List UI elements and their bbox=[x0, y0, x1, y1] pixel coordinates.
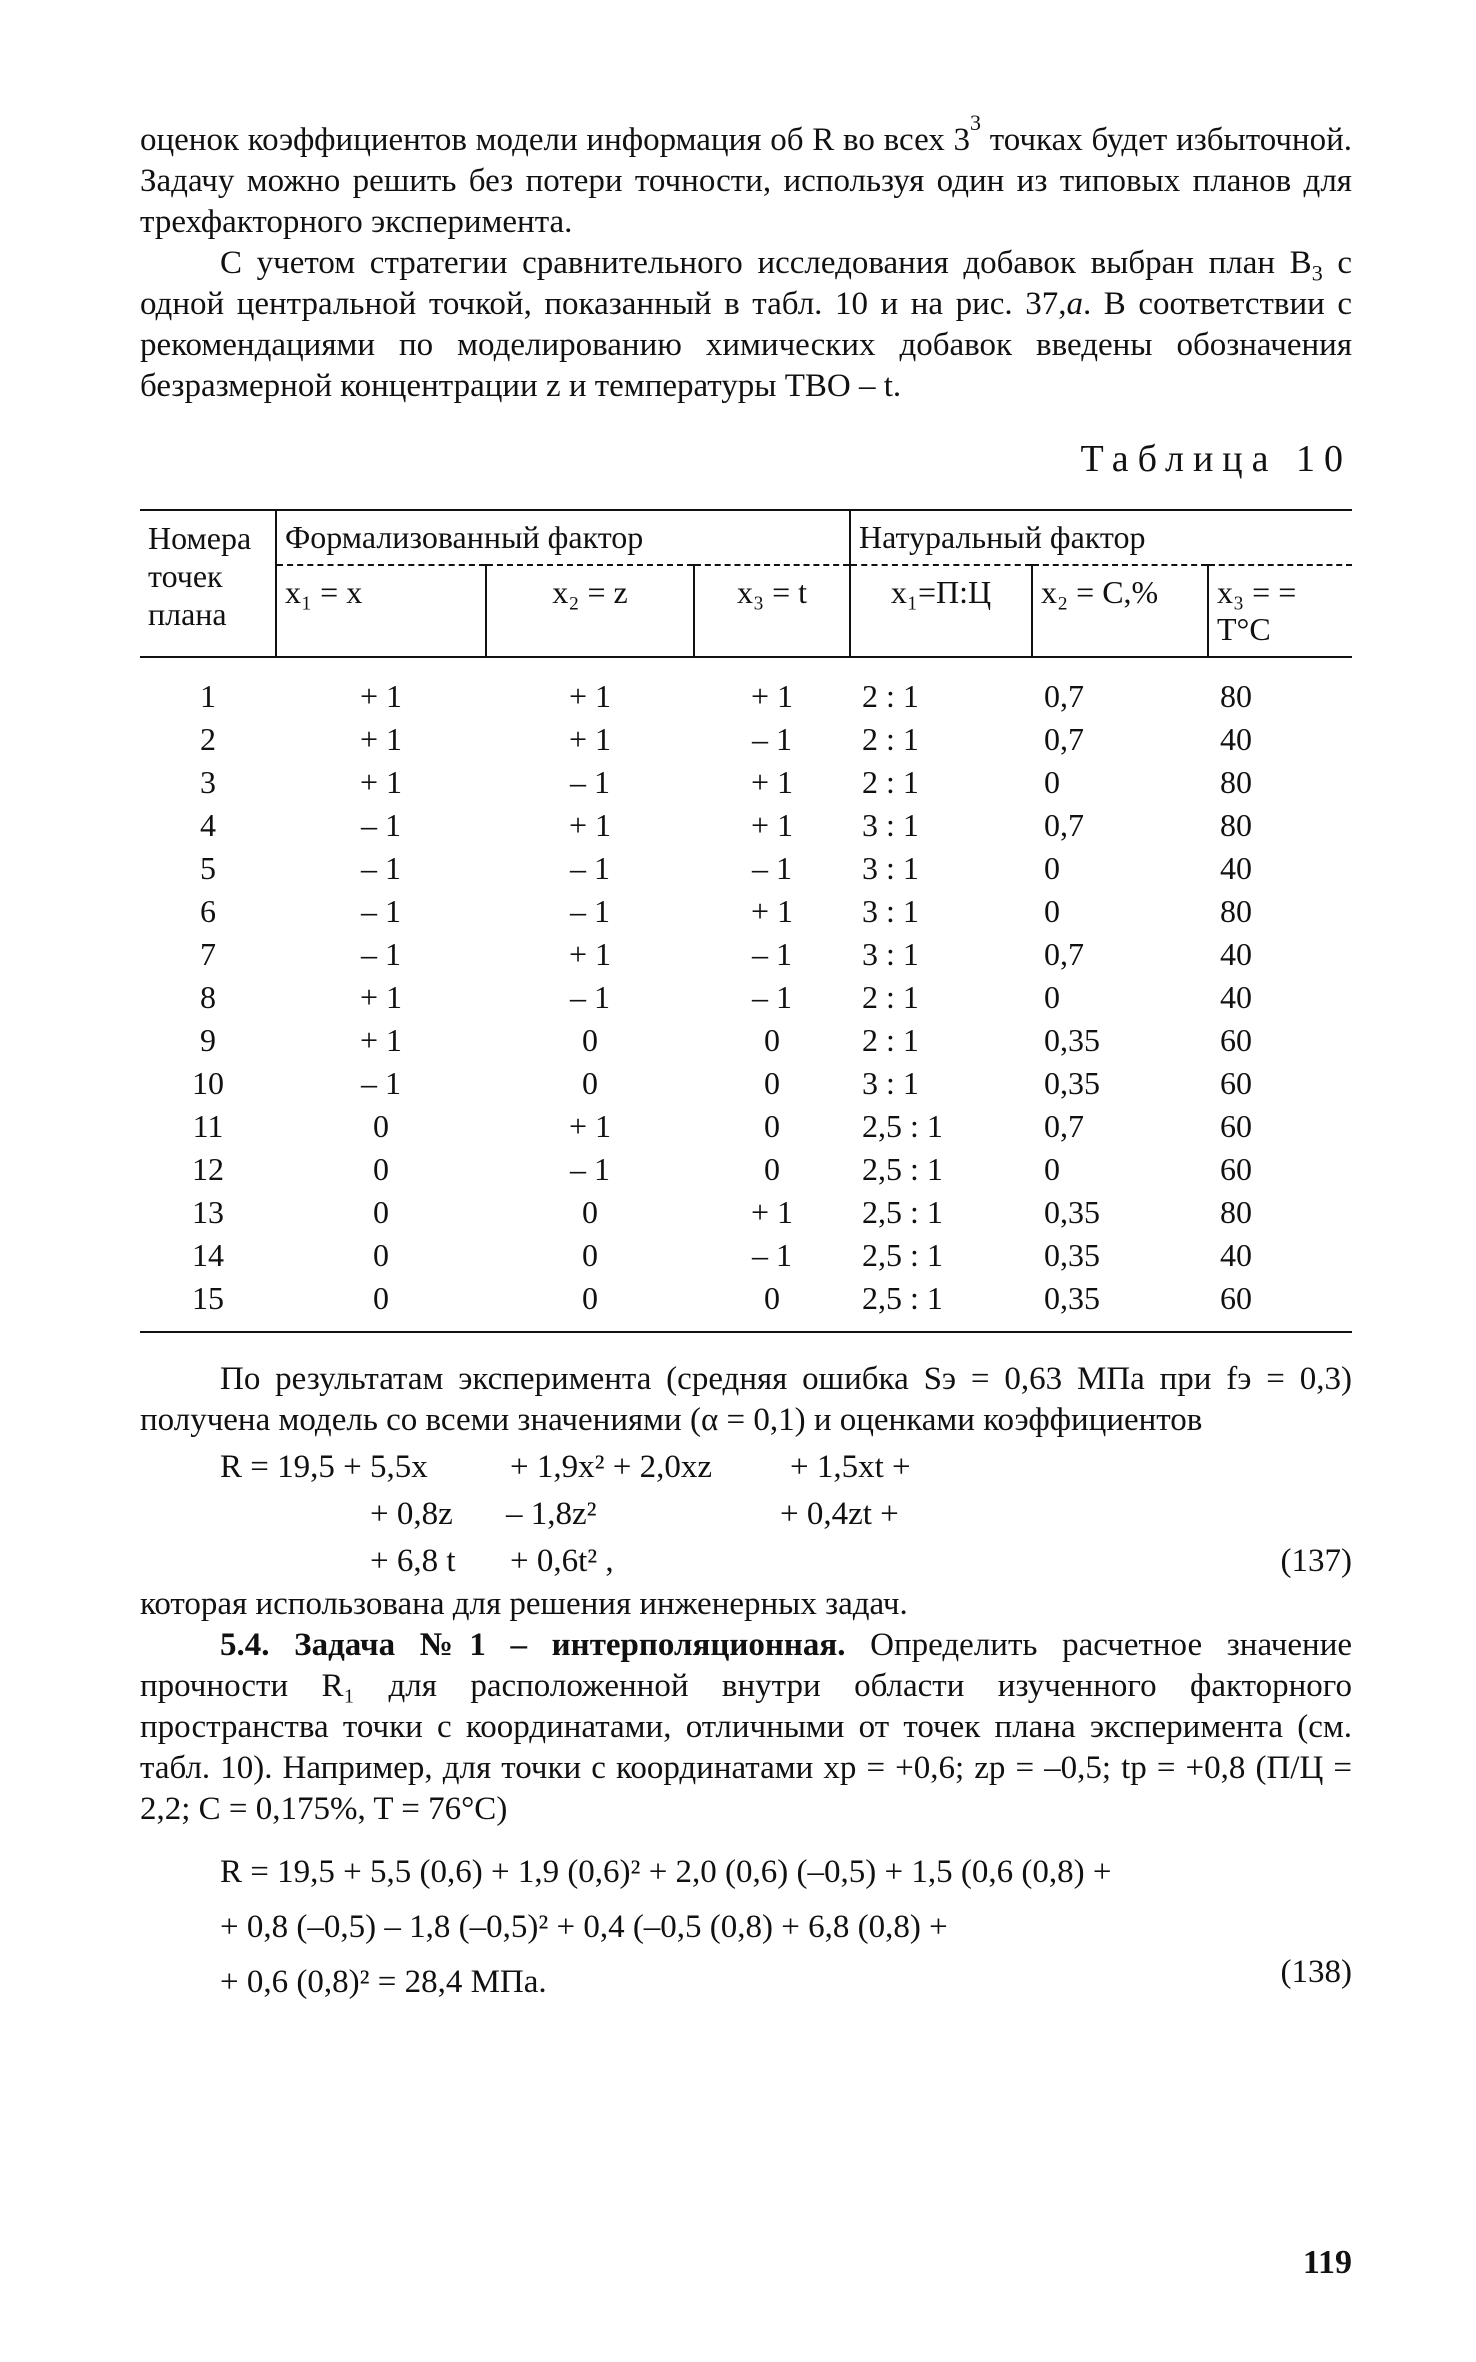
table-row bbox=[140, 804, 1352, 847]
eq138-line-2 bbox=[140, 1907, 1352, 1948]
table-cell: 60 bbox=[1220, 1280, 1252, 1316]
table-cell: 0,7 bbox=[1044, 936, 1084, 972]
table-cell: 8 bbox=[200, 979, 216, 1015]
table-cell: 0 bbox=[582, 1065, 598, 1101]
eq137-l2a: + 0,8z bbox=[370, 1496, 453, 1532]
table-cell: – 1 bbox=[570, 979, 610, 1015]
paragraph-2-part-a: С учетом стратегии сравнительного исследования добавок выбран план B bbox=[220, 245, 1312, 281]
table-cell: 0 bbox=[582, 1280, 598, 1316]
eq137-line-1 bbox=[140, 1447, 1352, 1488]
table-cell: 0 bbox=[1044, 850, 1060, 886]
task-paragraph bbox=[140, 1625, 1352, 1830]
table-cell: 3 bbox=[200, 764, 216, 800]
header-n1: x₁=П:Ц bbox=[850, 565, 1032, 657]
table-cell: 0 bbox=[582, 1194, 598, 1230]
table-cell: 0,7 bbox=[1044, 807, 1084, 843]
table-cell: + 1 bbox=[750, 807, 794, 843]
table-cell: 2,5 : 1 bbox=[862, 1194, 943, 1230]
table-cell: 0,35 bbox=[1044, 1022, 1100, 1058]
table-cell: + 1 bbox=[359, 764, 403, 800]
table-row bbox=[140, 657, 1352, 718]
table-cell: – 1 bbox=[361, 807, 401, 843]
table-cell: 40 bbox=[1220, 979, 1252, 1015]
table-cell: + 1 bbox=[750, 893, 794, 929]
table-row bbox=[140, 1191, 1352, 1234]
table-cell: 10 bbox=[192, 1065, 224, 1101]
eq137-l2c: + 0,4zt + bbox=[780, 1496, 899, 1532]
table-cell: – 1 bbox=[570, 1151, 610, 1187]
table-cell: + 1 bbox=[568, 807, 612, 843]
table-cell: 2 : 1 bbox=[862, 764, 919, 800]
header-x2: x₂ = z bbox=[486, 565, 694, 657]
header-n3: x₃ = = T°C bbox=[1208, 565, 1352, 657]
table-cell: 0 bbox=[1044, 1151, 1060, 1187]
paragraph-1 bbox=[140, 110, 1353, 243]
table-cell: 80 bbox=[1220, 893, 1252, 929]
eq138-line-3 bbox=[140, 1954, 1352, 2003]
table-cell: 2,5 : 1 bbox=[862, 1151, 943, 1187]
table-cell: 2,5 : 1 bbox=[862, 1237, 943, 1273]
eq137-l1b: + 1,9x² + 2,0xz bbox=[510, 1449, 713, 1485]
table-cell: 40 bbox=[1220, 1237, 1252, 1273]
table-cell: – 1 bbox=[752, 979, 792, 1015]
table-cell: – 1 bbox=[752, 721, 792, 757]
table-cell: 2,5 : 1 bbox=[862, 1280, 943, 1316]
table-cell: 0 bbox=[373, 1108, 389, 1144]
table-row bbox=[140, 1062, 1352, 1105]
paragraph-1-superscript: 3 bbox=[970, 110, 982, 136]
table-cell: + 1 bbox=[750, 1194, 794, 1230]
table-cell: + 1 bbox=[359, 721, 403, 757]
plan-table bbox=[140, 509, 1352, 1333]
table-cell: 0,35 bbox=[1044, 1280, 1100, 1316]
eq137-l3a: + 6,8 t bbox=[370, 1543, 456, 1579]
paragraph-3: По результатам эксперимента (средняя ошибка Sэ = 0,63 МПа при fэ = 0,3) получена модель со всеми значениями (α = 0,1) и оценками коэффициентов bbox=[140, 1361, 1352, 1438]
paragraph-2-subscript: 3 bbox=[1311, 260, 1323, 286]
table-row bbox=[140, 1277, 1352, 1332]
table-cell: 0,35 bbox=[1044, 1065, 1100, 1101]
equation-137 bbox=[140, 1447, 1352, 1582]
table-cell: 0 bbox=[582, 1022, 598, 1058]
table-cell: 2 : 1 bbox=[862, 979, 919, 1015]
eq138-l1: R = 19,5 + 5,5 (0,6) + 1,9 (0,6)² + 2,0 (0,6) (–0,5) + 1,5 (0,6 (0,8) + bbox=[220, 1854, 1112, 1890]
eq137-number: (137) bbox=[1280, 1543, 1352, 1579]
table-cell: 2 : 1 bbox=[862, 678, 919, 714]
table-cell: 2 : 1 bbox=[862, 1022, 919, 1058]
table-cell: + 1 bbox=[359, 1022, 403, 1058]
table-cell: + 1 bbox=[568, 1108, 612, 1144]
table-cell: 14 bbox=[192, 1237, 224, 1273]
eq137-line-3 bbox=[140, 1541, 1352, 1582]
table-cell: – 1 bbox=[570, 893, 610, 929]
equation-138 bbox=[140, 1852, 1352, 2003]
table-cell: 80 bbox=[1220, 1194, 1252, 1230]
table-cell: – 1 bbox=[361, 850, 401, 886]
table-cell: – 1 bbox=[752, 936, 792, 972]
table-cell: 6 bbox=[200, 893, 216, 929]
table-cell: 0 bbox=[373, 1237, 389, 1273]
table-row bbox=[140, 1234, 1352, 1277]
eq138-line-1 bbox=[140, 1852, 1352, 1893]
table-cell: + 1 bbox=[750, 678, 794, 714]
table-row bbox=[140, 847, 1352, 890]
table-cell: 40 bbox=[1220, 936, 1252, 972]
table-title: Таблица 10 bbox=[1080, 438, 1352, 480]
table-cell: + 1 bbox=[568, 936, 612, 972]
table-cell: 40 bbox=[1220, 721, 1252, 757]
table-cell: 0,7 bbox=[1044, 721, 1084, 757]
figure-reference: а bbox=[1066, 286, 1083, 322]
table-cell: 80 bbox=[1220, 678, 1252, 714]
table-cell: 0 bbox=[373, 1194, 389, 1230]
table-cell: 0,7 bbox=[1044, 678, 1084, 714]
header-formalized-factor: Формализованный фактор bbox=[276, 510, 850, 565]
task-text: Определить расчетное значение прочности R₁ для расположенной внутри области изученного факторного пространства точки с координатами, отличными от точек плана эксперимента (см. табл. 10). Например, для точки с координатами xp = +0,6; zp = –0,5; tp = +0,8 (П/Ц = 2,2; C = 0,175%, T = 76°C) bbox=[140, 1627, 1353, 1827]
table-cell: 3 : 1 bbox=[862, 850, 919, 886]
table-cell: + 1 bbox=[750, 764, 794, 800]
table-cell: 3 : 1 bbox=[862, 893, 919, 929]
table-cell: 0 bbox=[1044, 764, 1060, 800]
task-heading: 5.4. Задача №1 – интерполяционная. bbox=[220, 1627, 846, 1663]
table-cell: 13 bbox=[192, 1194, 224, 1230]
table-cell: 0,35 bbox=[1044, 1194, 1100, 1230]
table-row bbox=[140, 890, 1352, 933]
table-cell: 60 bbox=[1220, 1108, 1252, 1144]
table-row bbox=[140, 1019, 1352, 1062]
table-cell: – 1 bbox=[570, 850, 610, 886]
table-row bbox=[140, 718, 1352, 761]
table-cell: 5 bbox=[200, 850, 216, 886]
table-cell: 0 bbox=[764, 1280, 780, 1316]
paragraph-2-part-c: . В соответствии с рекомендациями по моделированию химических добавок введены обозначения безразмерной концентрации z и температуры ТВО – t. bbox=[140, 286, 1352, 404]
table-cell: 15 bbox=[192, 1280, 224, 1316]
header-n2: x₂ = C,% bbox=[1032, 565, 1208, 657]
table-cell: 80 bbox=[1220, 807, 1252, 843]
paragraph-2 bbox=[140, 243, 1352, 407]
table-cell: 0 bbox=[764, 1065, 780, 1101]
page-number: 119 bbox=[1302, 2244, 1352, 2281]
table-cell: 2 : 1 bbox=[862, 721, 919, 757]
eq137-l3b: + 0,6t² , bbox=[510, 1543, 614, 1579]
table-row bbox=[140, 761, 1352, 804]
table-cell: 0,35 bbox=[1044, 1237, 1100, 1273]
table-row bbox=[140, 1148, 1352, 1191]
table-cell: 12 bbox=[192, 1151, 224, 1187]
header-x3: x₃ = t bbox=[694, 565, 850, 657]
eq138-l2: + 0,8 (–0,5) – 1,8 (–0,5)² + 0,4 (–0,5 (0,8) + 6,8 (0,8) + bbox=[220, 1909, 948, 1945]
eq137-l2b: – 1,8z² bbox=[506, 1496, 597, 1532]
table-cell: 3 : 1 bbox=[862, 807, 919, 843]
eq138-l3: + 0,6 (0,8)² = 28,4 МПа. bbox=[220, 1964, 547, 2000]
table-cell: 0 bbox=[582, 1237, 598, 1273]
page bbox=[140, 110, 1353, 2003]
table-cell: 0 bbox=[764, 1022, 780, 1058]
table-cell: 9 bbox=[200, 1022, 216, 1058]
table-cell: 60 bbox=[1220, 1151, 1252, 1187]
table-cell: 0 bbox=[373, 1280, 389, 1316]
table-cell: 0,7 bbox=[1044, 1108, 1084, 1144]
table-cell: 3 : 1 bbox=[862, 1065, 919, 1101]
table-cell: 1 bbox=[200, 678, 216, 714]
table-cell: 3 : 1 bbox=[862, 936, 919, 972]
table-cell: – 1 bbox=[361, 893, 401, 929]
table-body bbox=[140, 657, 1352, 1332]
table-row bbox=[140, 1105, 1352, 1148]
table-cell: – 1 bbox=[361, 1065, 401, 1101]
eq137-line-2 bbox=[140, 1494, 1352, 1535]
header-natural-factor: Натуральный фактор bbox=[850, 510, 1352, 565]
table-cell: 2,5 : 1 bbox=[862, 1108, 943, 1144]
table-cell: + 1 bbox=[568, 678, 612, 714]
table-cell: 2 bbox=[200, 721, 216, 757]
eq138-number: (138) bbox=[1280, 1954, 1352, 1990]
table-cell: 0 bbox=[1044, 893, 1060, 929]
eq137-l1c: + 1,5xt + bbox=[790, 1449, 911, 1485]
table-cell: – 1 bbox=[752, 850, 792, 886]
eq137-l1a: R = 19,5 + 5,5x bbox=[220, 1449, 428, 1485]
table-cell: 80 bbox=[1220, 764, 1252, 800]
table-cell: + 1 bbox=[359, 678, 403, 714]
table-row bbox=[140, 976, 1352, 1019]
paragraph-1-tail: точках будет избыточной. Задачу можно решить без потери точности, используя один из типовых планов для трехфакторного эксперимента. bbox=[140, 122, 1353, 240]
paragraph-4: которая использована для решения инженерных задач. bbox=[140, 1586, 908, 1622]
table-cell: 11 bbox=[192, 1108, 224, 1144]
table-cell: + 1 bbox=[359, 979, 403, 1015]
table-cell: – 1 bbox=[361, 936, 401, 972]
table-cell: 60 bbox=[1220, 1022, 1252, 1058]
paragraph-2-part-b: с одной центральной точкой, показанный в табл. 10 и на рис. 37, bbox=[140, 245, 1353, 322]
header-x1: x₁ = x bbox=[276, 565, 486, 657]
table-cell: 0 bbox=[764, 1151, 780, 1187]
table-cell: – 1 bbox=[570, 764, 610, 800]
paragraph-1-text: оценок коэффициентов модели информация об R во всех 3 bbox=[140, 122, 971, 158]
header-point-number: Номера точек плана bbox=[148, 520, 252, 632]
table-cell: 4 bbox=[200, 807, 216, 843]
table-cell: 60 bbox=[1220, 1065, 1252, 1101]
table-cell: 40 bbox=[1220, 850, 1252, 886]
table-cell: + 1 bbox=[568, 721, 612, 757]
table-cell: – 1 bbox=[752, 1237, 792, 1273]
table-row bbox=[140, 933, 1352, 976]
table-cell: 0 bbox=[1044, 979, 1060, 1015]
table-cell: 7 bbox=[200, 936, 216, 972]
table-cell: 0 bbox=[764, 1108, 780, 1144]
table-cell: 0 bbox=[373, 1151, 389, 1187]
